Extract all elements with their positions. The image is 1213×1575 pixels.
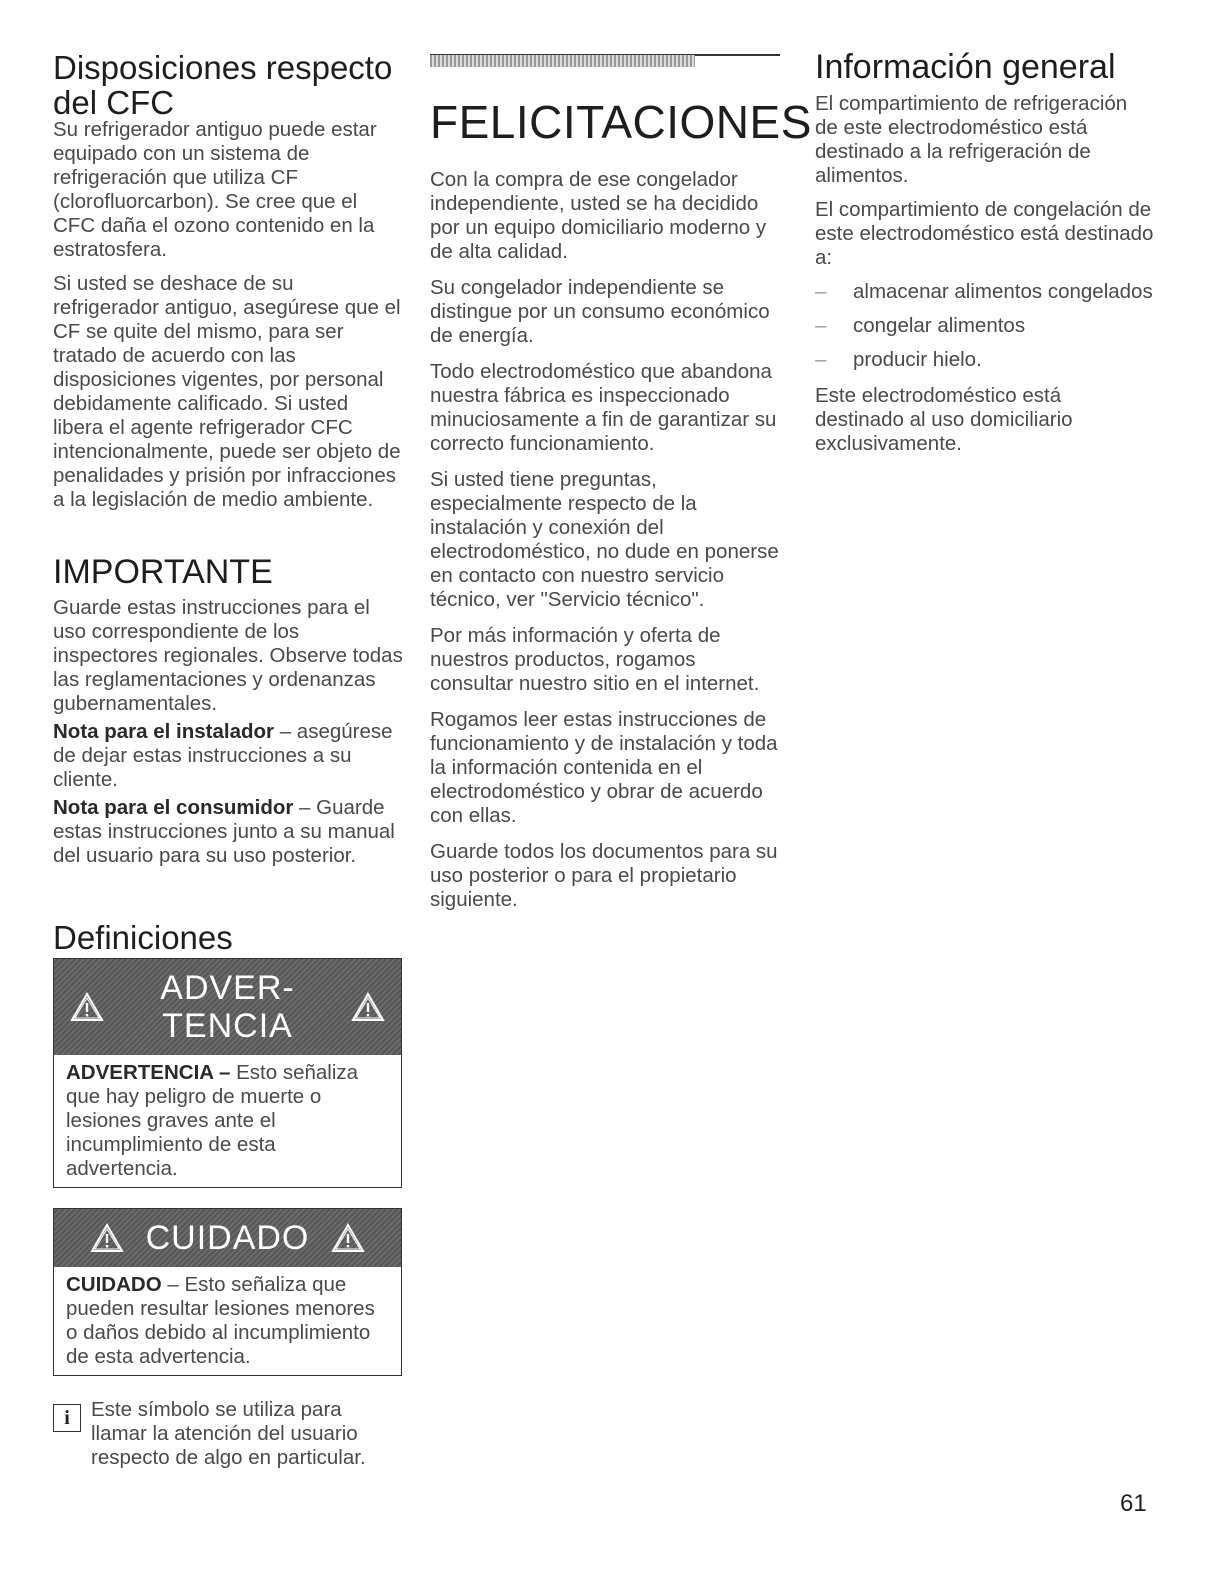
heading-informacion-general: Información general <box>815 48 1116 86</box>
cuidado-description: – Esto señaliza que pueden resultar lesiones menores o daños debido al incumplimiento de esta advertencia. <box>66 1273 375 1368</box>
informacion-general-section <box>815 92 1155 456</box>
felicitaciones-paragraph: Rogamos leer estas instrucciones de funcionamiento y de instalación y toda la información contenida en el electrodoméstico y obrar de acuerdo con ellas. <box>430 708 778 827</box>
felicitaciones-paragraph: Su congelador independiente se distingue por un consumo económico de energía. <box>430 276 770 347</box>
cuidado-title: CUIDADO <box>145 1218 310 1257</box>
advertencia-title-line-1: ADVER- <box>160 969 295 1007</box>
freezer-uses-list <box>815 280 1155 372</box>
felicitaciones-paragraph: Con la compra de ese congelador independiente, usted se ha decidido por un equipo domiciliario moderno y de alta calidad. <box>430 168 767 263</box>
importante-paragraph: Guarde estas instrucciones para el uso correspondiente de los inspectores regionales. Observe todas las reglamentaciones y ordenanzas gubernamentales. <box>53 596 403 715</box>
page-number: 61 <box>1120 1490 1147 1517</box>
info-paragraph-3: Este electrodoméstico está destinado al uso domiciliario exclusivamente. <box>815 384 1073 455</box>
info-symbol-note <box>53 1398 398 1470</box>
heading-definiciones: Definiciones <box>53 919 233 956</box>
cfc-paragraph-2: Si usted se deshace de su refrigerador antiguo, asegúrese que el CF se quite del mismo, para ser tratado de acuerdo con las disposiciones vigentes, por personal debidamente calificado. Si usted libera el agente refrigerador CFC intencionalmente, puede ser objeto de penalidades y prisión por infracciones a la legislación de medio ambiente. <box>53 272 401 511</box>
cuidado-banner <box>54 1209 401 1267</box>
felicitaciones-paragraph: Por más información y oferta de nuestros productos, rogamos consultar nuestro sitio en el internet. <box>430 624 760 695</box>
note-installer <box>53 720 403 792</box>
felicitaciones-paragraph: Si usted tiene preguntas, especialmente respecto de la instalación y conexión del electrodoméstico, no dude en ponerse en contacto con nuestro servicio técnico, ver "Servicio técnico". <box>430 468 779 611</box>
note-consumer-label: Nota para el consumidor <box>53 796 294 819</box>
list-item: – almacenar alimentos congelados <box>815 280 1155 304</box>
advertencia-banner <box>54 959 401 1055</box>
warning-triangle-icon <box>351 992 385 1022</box>
warning-triangle-icon <box>70 992 104 1022</box>
advertencia-label: ADVERTENCIA – <box>66 1061 231 1084</box>
cuidado-body <box>54 1267 401 1375</box>
advertencia-box <box>53 958 402 1188</box>
importante-section <box>53 596 403 868</box>
cfc-paragraph-1: Su refrigerador antiguo puede estar equipado con un sistema de refrigeración que utiliza CF (clorofluorcarbon). Se cree que el CFC daña el ozono contenido en la estratosfera. <box>53 118 377 261</box>
advertencia-title <box>160 969 294 1045</box>
note-installer-text: – asegúrese de dejar estas instrucciones a su cliente. <box>53 720 393 791</box>
warning-triangle-icon <box>331 1223 365 1253</box>
info-symbol-text: Este símbolo se utiliza para llamar la atención del usuario respecto de algo en particular. <box>91 1398 366 1469</box>
list-item: – producir hielo. <box>815 348 1155 372</box>
cuidado-label: CUIDADO <box>66 1273 162 1296</box>
top-rule-hatch <box>430 55 695 67</box>
list-item: – congelar alimentos <box>815 314 1155 338</box>
felicitaciones-paragraph: Todo electrodoméstico que abandona nuestra fábrica es inspeccionado minuciosamente a fin de garantizar su correcto funcionamiento. <box>430 360 777 455</box>
felicitaciones-paragraph: Guarde todos los documentos para su uso posterior o para el propietario siguiente. <box>430 840 778 911</box>
info-paragraph-2: El compartimiento de congelación de este electrodoméstico está destinado a: <box>815 198 1154 269</box>
advertencia-text <box>66 1061 391 1181</box>
note-consumer-text: – Guarde estas instrucciones junto a su manual del usuario para su uso posterior. <box>53 796 395 867</box>
felicitaciones-section <box>430 168 780 912</box>
cfc-section <box>53 118 403 512</box>
cuidado-text <box>66 1273 391 1369</box>
info-box-icon: i <box>53 1404 81 1432</box>
info-paragraph-1: El compartimiento de refrigeración de este electrodoméstico está destinado a la refrigeración de alimentos. <box>815 92 1128 187</box>
cuidado-box <box>53 1208 402 1376</box>
heading-importante: IMPORTANTE <box>53 553 273 591</box>
note-installer-label: Nota para el instalador <box>53 720 275 743</box>
heading-felicitaciones: FELICITACIONES <box>430 96 812 148</box>
advertencia-body <box>54 1055 401 1187</box>
heading-cfc: Disposiciones respecto del CFC <box>53 49 393 121</box>
warning-triangle-icon <box>90 1223 124 1253</box>
note-consumer <box>53 796 403 868</box>
advertencia-title-line-2: TENCIA <box>162 1007 293 1045</box>
top-rule-decoration <box>430 50 780 66</box>
advertencia-description: Esto señaliza que hay peligro de muerte o lesiones graves ante el incumplimiento de esta advertencia. <box>66 1061 359 1180</box>
